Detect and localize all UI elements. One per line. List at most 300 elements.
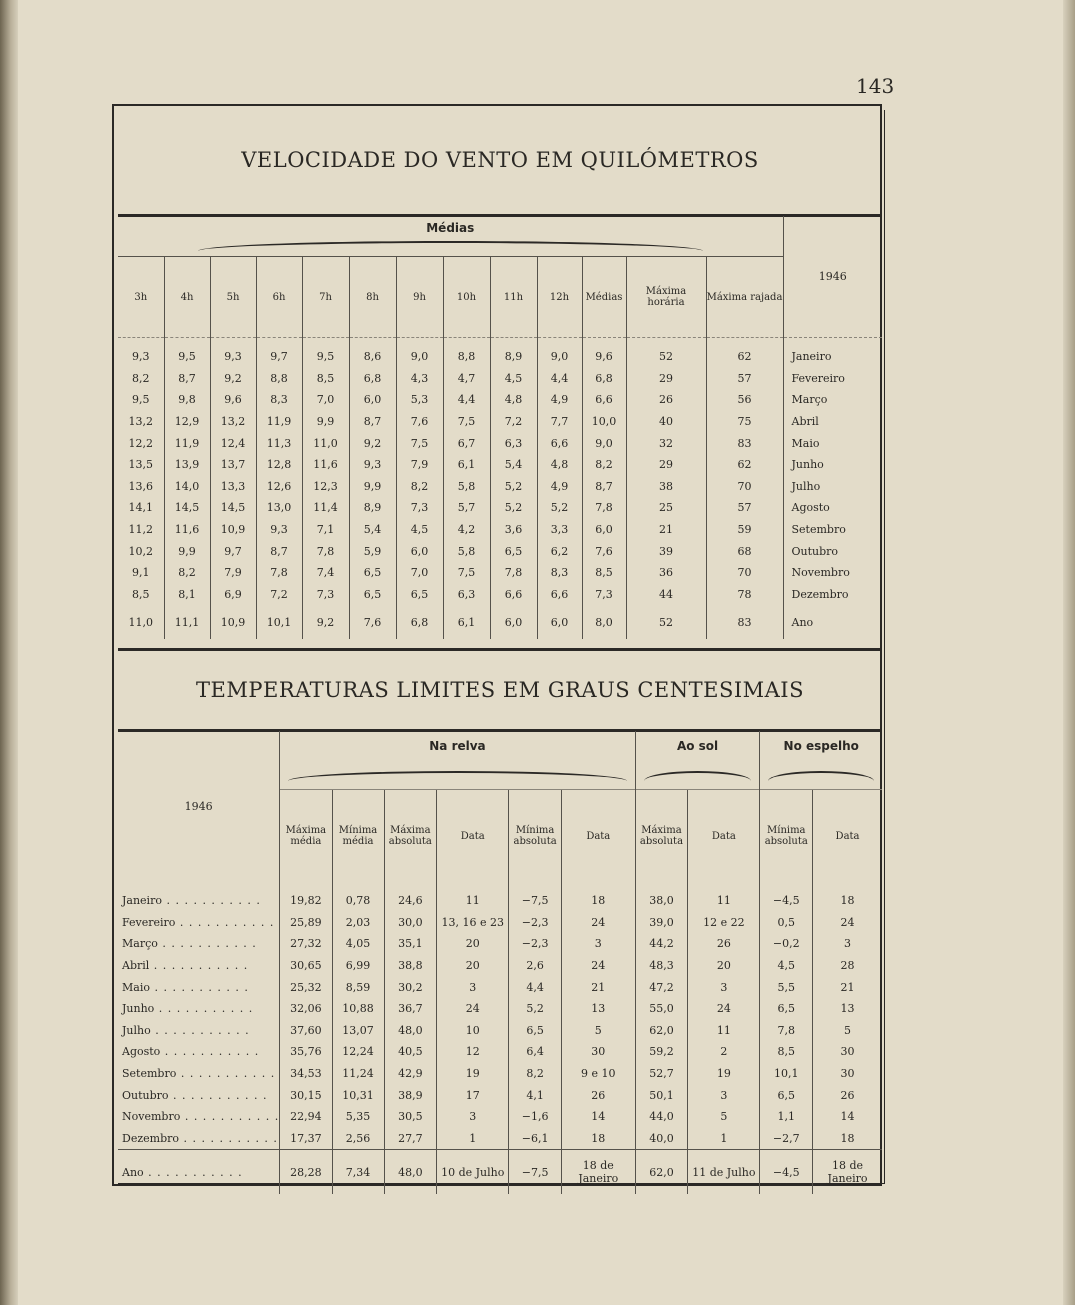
temperature-cell: 3 (561, 933, 635, 955)
wind-row (118, 584, 882, 606)
page-edge (1063, 0, 1075, 1305)
temperature-cell: 6,5 (509, 1020, 562, 1042)
temperature-cell: 30 (813, 1063, 882, 1085)
wind-cell: 8,8 (256, 368, 302, 390)
wind-cell: 57 (706, 497, 783, 519)
wind-cell: 7,6 (396, 411, 443, 433)
wind-cell: 11,1 (164, 605, 210, 639)
temperature-header-gap (332, 882, 384, 890)
temperature-cell: 48,3 (635, 955, 688, 977)
wind-cell: 7,6 (582, 540, 626, 562)
temperature-row (118, 912, 882, 934)
wind-cell: 21 (626, 519, 706, 541)
wind-header-gap (164, 338, 210, 347)
temperature-header-gap (635, 882, 688, 890)
temperature-cell: 25,89 (280, 912, 332, 934)
temperature-cell: 24 (561, 955, 635, 977)
wind-cell: 14,0 (164, 476, 210, 498)
temperature-cell: 24 (688, 998, 760, 1020)
temperature-cell: 3 (437, 976, 509, 998)
temperature-cell: 6,5 (760, 998, 813, 1020)
temperature-row (118, 890, 882, 912)
wind-cell: 8,9 (349, 497, 396, 519)
temperature-year-header: 1946 (184, 800, 213, 813)
wind-cell: 9,9 (164, 540, 210, 562)
temperature-month-label: Outubro . . . (118, 1084, 280, 1106)
temperature-cell: 62,0 (635, 1020, 688, 1042)
wind-cell: 9,1 (132, 566, 150, 580)
group-no-espelho (760, 731, 882, 790)
wind-column-header: 10h (443, 257, 490, 338)
temperature-cell: 59,2 (635, 1041, 688, 1063)
temperature-cell: 9 e 10 (561, 1063, 635, 1085)
wind-cell: 7,3 (302, 584, 349, 606)
wind-cell: 70 (706, 476, 783, 498)
temperature-cell: 30,0 (384, 912, 437, 934)
temperature-cell: 42,9 (384, 1063, 437, 1085)
temperature-cell: 18 (561, 890, 635, 912)
temperature-row (118, 1106, 882, 1128)
wind-year-header: 1946 (783, 216, 882, 338)
wind-header-gap (118, 338, 164, 347)
wind-row (118, 346, 882, 368)
wind-header-gap (626, 338, 706, 347)
temperature-cell: 40,0 (635, 1128, 688, 1150)
wind-cell: 7,3 (396, 497, 443, 519)
temperature-cell: 24 (437, 998, 509, 1020)
wind-cell: 6,2 (537, 540, 582, 562)
wind-cell: 7,5 (396, 432, 443, 454)
wind-cell: 39 (626, 540, 706, 562)
temperature-cell: −2,3 (509, 912, 562, 934)
wind-month-label: Maio (783, 432, 882, 454)
wind-cell: 12,2 (128, 436, 153, 450)
temperature-title: TEMPERATURAS LIMITES EM GRAUS CENTESIMAIS (196, 678, 804, 702)
wind-cell: 4,7 (443, 368, 490, 390)
temperature-cell: 1,1 (760, 1106, 813, 1128)
wind-cell: 6,0 (537, 605, 582, 639)
wind-cell: 44 (626, 584, 706, 606)
wind-cell: 5,4 (349, 519, 396, 541)
wind-cell: 4,5 (396, 519, 443, 541)
wind-cell: 4,8 (490, 389, 537, 411)
temperature-cell: 21 (813, 976, 882, 998)
wind-cell: 52 (626, 605, 706, 639)
wind-annual-row (118, 605, 882, 639)
wind-cell: 6,8 (349, 368, 396, 390)
wind-group-label: Médias (426, 221, 475, 235)
wind-cell: 12,9 (164, 411, 210, 433)
wind-cell: 83 (706, 432, 783, 454)
wind-cell: 8,0 (582, 605, 626, 639)
wind-cell: 59 (706, 519, 783, 541)
wind-cell: 9,2 (210, 368, 256, 390)
wind-cell: 6,7 (443, 432, 490, 454)
temperature-cell: 38,9 (384, 1084, 437, 1106)
temperature-cell: 27,32 (280, 933, 332, 955)
temperature-cell: 44,0 (635, 1106, 688, 1128)
na-relva-brace (288, 771, 626, 781)
group-na-relva-label: Na relva (429, 739, 486, 753)
temperature-table (118, 731, 882, 1194)
temperature-column-header: Mínima absoluta (760, 790, 813, 883)
temperature-cell: 11,24 (332, 1063, 384, 1085)
wind-cell: 83 (706, 605, 783, 639)
temperature-cell: 6,99 (332, 955, 384, 977)
wind-cell: 75 (706, 411, 783, 433)
wind-group-header (118, 216, 783, 257)
wind-cell: 9,6 (582, 346, 626, 368)
wind-cell: 12,6 (256, 476, 302, 498)
temperature-header-gap (118, 882, 280, 890)
wind-row (118, 432, 882, 454)
wind-cell: 7,9 (210, 562, 256, 584)
wind-cell: 8,5 (302, 368, 349, 390)
wind-cell: 6,6 (537, 584, 582, 606)
wind-cell: 8,3 (537, 562, 582, 584)
group-ao-sol (635, 731, 760, 790)
wind-cell: 10,2 (128, 544, 153, 558)
temperature-cell: 35,1 (384, 933, 437, 955)
temperature-cell: 17 (437, 1084, 509, 1106)
wind-cell: 6,6 (582, 389, 626, 411)
wind-row (118, 368, 882, 390)
wind-column-header: Máxima horária (626, 257, 706, 338)
temperature-cell: 34,53 (280, 1063, 332, 1085)
wind-cell: 9,0 (582, 432, 626, 454)
wind-cell: 5,2 (490, 497, 537, 519)
temperature-row (118, 1084, 882, 1106)
wind-cell: 9,0 (396, 346, 443, 368)
temperature-cell: 5 (688, 1106, 760, 1128)
temperature-cell: 4,4 (509, 976, 562, 998)
wind-cell: 9,3 (256, 519, 302, 541)
temperature-cell: 2 (688, 1041, 760, 1063)
wind-cell: 6,8 (396, 605, 443, 639)
temperature-cell: 36,7 (384, 998, 437, 1020)
temperature-cell: 4,1 (509, 1084, 562, 1106)
wind-cell: 13,7 (210, 454, 256, 476)
wind-header-gap (443, 338, 490, 347)
temperature-cell: 5,2 (509, 998, 562, 1020)
temperature-row (118, 1020, 882, 1042)
temperature-cell: 18 (813, 890, 882, 912)
wind-month-label: Novembro (783, 562, 882, 584)
temperature-column-header: Máxima média (280, 790, 332, 883)
temperature-cell: 11 (688, 890, 760, 912)
wind-header-gap (783, 338, 882, 347)
temperature-cell: 30 (561, 1041, 635, 1063)
group-na-relva (280, 731, 635, 790)
wind-cell: 8,9 (490, 346, 537, 368)
wind-cell: 8,2 (132, 371, 150, 385)
temperature-cell: 3 (688, 1084, 760, 1106)
wind-cell: 5,8 (443, 540, 490, 562)
temperature-month-label: Agosto . . . (118, 1041, 280, 1063)
wind-cell: 6,5 (349, 562, 396, 584)
temperature-cell: 3 (688, 976, 760, 998)
wind-row (118, 562, 882, 584)
wind-cell: 7,8 (490, 562, 537, 584)
wind-cell: 6,6 (537, 432, 582, 454)
temperature-row (118, 933, 882, 955)
temperature-cell: 39,0 (635, 912, 688, 934)
temperature-cell: −2,3 (509, 933, 562, 955)
temperature-cell: 30,65 (280, 955, 332, 977)
temperature-cell: 18 de Janeiro (813, 1150, 882, 1195)
wind-cell: 6,3 (443, 584, 490, 606)
temperature-cell: 27,7 (384, 1128, 437, 1150)
temperature-header-gap (561, 882, 635, 890)
wind-cell: 8,2 (582, 454, 626, 476)
temperature-cell: 26 (561, 1084, 635, 1106)
wind-header-gap (582, 338, 626, 347)
wind-cell: 10,0 (582, 411, 626, 433)
wind-cell: 62 (706, 454, 783, 476)
wind-cell: 32 (626, 432, 706, 454)
temperature-cell: 6,5 (760, 1084, 813, 1106)
wind-cell: 78 (706, 584, 783, 606)
wind-header-gap (302, 338, 349, 347)
wind-cell: 9,9 (302, 411, 349, 433)
temperature-cell: 26 (688, 933, 760, 955)
wind-cell: 40 (626, 411, 706, 433)
wind-cell: 10,1 (256, 605, 302, 639)
temperature-header-gap (688, 882, 760, 890)
temperature-cell: 20 (437, 933, 509, 955)
wind-cell: 9,5 (132, 393, 150, 407)
temperature-cell: 50,1 (635, 1084, 688, 1106)
wind-cell: 5,4 (490, 454, 537, 476)
temperature-cell: 26 (813, 1084, 882, 1106)
temperature-cell: 0,78 (332, 890, 384, 912)
temperature-cell: 0,5 (760, 912, 813, 934)
wind-row (118, 389, 882, 411)
temperature-cell: 37,60 (280, 1020, 332, 1042)
wind-cell: 7,8 (582, 497, 626, 519)
wind-row (118, 497, 882, 519)
wind-cell: 13,9 (164, 454, 210, 476)
temperature-cell: 13, 16 e 23 (437, 912, 509, 934)
wind-month-label: Fevereiro (783, 368, 882, 390)
temperature-cell: 24,6 (384, 890, 437, 912)
wind-cell: 10,9 (210, 605, 256, 639)
temperature-cell: 10,1 (760, 1063, 813, 1085)
wind-cell: 11,6 (164, 519, 210, 541)
wind-header-gap (349, 338, 396, 347)
temperature-cell: 13 (561, 998, 635, 1020)
temperature-cell: 12 (437, 1041, 509, 1063)
wind-column-header: 12h (537, 257, 582, 338)
temperature-cell: −1,6 (509, 1106, 562, 1128)
wind-cell: 26 (626, 389, 706, 411)
wind-cell: 7,2 (490, 411, 537, 433)
wind-cell: 4,4 (443, 389, 490, 411)
wind-cell: 9,0 (537, 346, 582, 368)
temperature-cell: 20 (437, 955, 509, 977)
wind-cell: 14,1 (128, 501, 153, 515)
temperature-cell: 30,15 (280, 1084, 332, 1106)
wind-cell: 13,5 (128, 458, 153, 472)
temperature-cell: 19 (437, 1063, 509, 1085)
wind-cell: 62 (706, 346, 783, 368)
temperature-cell: 2,6 (509, 955, 562, 977)
temperature-cell: 11 de Julho (688, 1150, 760, 1195)
temperature-cell: 3 (437, 1106, 509, 1128)
temperature-cell: 17,37 (280, 1128, 332, 1150)
wind-cell: 12,8 (256, 454, 302, 476)
temperature-cell: 55,0 (635, 998, 688, 1020)
temperature-column-header: Data (813, 790, 882, 883)
wind-row (118, 454, 882, 476)
temperature-cell: 8,2 (509, 1063, 562, 1085)
wind-cell: 6,9 (210, 584, 256, 606)
temperature-month-label: Dezembro . . . (118, 1128, 280, 1150)
wind-cell: 6,8 (582, 368, 626, 390)
temperature-cell: 28,28 (280, 1150, 332, 1195)
wind-cell: 8,3 (256, 389, 302, 411)
temperature-cell: 30,5 (384, 1106, 437, 1128)
wind-cell: 13,0 (256, 497, 302, 519)
wind-cell: 5,9 (349, 540, 396, 562)
wind-cell: 6,0 (349, 389, 396, 411)
temperature-row (118, 1128, 882, 1150)
wind-cell: 11,0 (302, 432, 349, 454)
temperature-cell: 10 de Julho (437, 1150, 509, 1195)
temperature-cell: −4,5 (760, 1150, 813, 1195)
wind-column-header: 6h (256, 257, 302, 338)
temperature-cell: 1 (437, 1128, 509, 1150)
temperature-month-label: Março . . . (118, 933, 280, 955)
wind-cell: 12,3 (302, 476, 349, 498)
wind-cell: 9,3 (349, 454, 396, 476)
temperature-cell: 5,5 (760, 976, 813, 998)
temperature-cell: 4,05 (332, 933, 384, 955)
wind-cell: 4,8 (537, 454, 582, 476)
wind-column-header: 11h (490, 257, 537, 338)
temperature-cell: 8,59 (332, 976, 384, 998)
wind-cell: 13,6 (128, 479, 153, 493)
temperature-header-gap (280, 882, 332, 890)
temperature-cell: 10 (437, 1020, 509, 1042)
wind-cell: 7,9 (396, 454, 443, 476)
wind-cell: 7,6 (349, 605, 396, 639)
wind-column-header: Máxima rajada (706, 257, 783, 338)
temperature-cell: 35,76 (280, 1041, 332, 1063)
temperature-column-header: Máxima absoluta (635, 790, 688, 883)
wind-cell: 4,9 (537, 389, 582, 411)
temperature-month-label: Setembro . . . (118, 1063, 280, 1085)
temperature-cell: 38,8 (384, 955, 437, 977)
wind-month-label: Julho (783, 476, 882, 498)
wind-cell: 7,7 (537, 411, 582, 433)
wind-cell: 7,4 (302, 562, 349, 584)
wind-cell: 11,9 (164, 432, 210, 454)
wind-cell: 13,2 (210, 411, 256, 433)
page-binding-shadow (0, 0, 18, 1305)
temperature-header-gap (509, 882, 562, 890)
temperature-cell: 40,5 (384, 1041, 437, 1063)
wind-cell: 13,3 (210, 476, 256, 498)
wind-cell: 7,1 (302, 519, 349, 541)
wind-cell: 9,8 (164, 389, 210, 411)
wind-cell: 11,6 (302, 454, 349, 476)
temperature-cell: 6,4 (509, 1041, 562, 1063)
wind-cell: 5,2 (537, 497, 582, 519)
temperature-month-label: Fevereiro . . . (118, 912, 280, 934)
temperature-cell: 7,8 (760, 1020, 813, 1042)
wind-month-label: Setembro (783, 519, 882, 541)
wind-cell: 7,2 (256, 584, 302, 606)
wind-row (118, 476, 882, 498)
wind-cell: 8,7 (164, 368, 210, 390)
temperature-cell: 48,0 (384, 1020, 437, 1042)
temperature-month-label: Janeiro . . . (118, 890, 280, 912)
wind-cell: 8,7 (582, 476, 626, 498)
group-ao-sol-label: Ao sol (676, 739, 719, 753)
temperature-cell: 11 (688, 1020, 760, 1042)
wind-cell: 4,4 (537, 368, 582, 390)
wind-cell: 9,7 (210, 540, 256, 562)
wind-column-header: Médias (582, 257, 626, 338)
temperature-column-header: Mínima absoluta (509, 790, 562, 883)
temperature-cell: 28 (813, 955, 882, 977)
temperature-month-label: Junho . . . (118, 998, 280, 1020)
wind-cell: 68 (706, 540, 783, 562)
wind-cell: 14,5 (164, 497, 210, 519)
wind-month-label: Janeiro (783, 346, 882, 368)
wind-cell: 10,9 (210, 519, 256, 541)
temperature-cell: 19 (688, 1063, 760, 1085)
group-no-espelho-label: No espelho (783, 739, 859, 753)
wind-brace (198, 241, 703, 251)
temperature-month-label: Novembro . . . (118, 1106, 280, 1128)
wind-bottom-rule (118, 648, 882, 651)
wind-header-gap (706, 338, 783, 347)
wind-month-label: Ano (783, 605, 882, 639)
temperature-cell: 38,0 (635, 890, 688, 912)
wind-cell: 4,2 (443, 519, 490, 541)
no-espelho-brace (768, 771, 874, 781)
temperature-cell: 20 (688, 955, 760, 977)
wind-row (118, 519, 882, 541)
wind-cell: 56 (706, 389, 783, 411)
wind-header-gap (490, 338, 537, 347)
temperature-cell: 14 (813, 1106, 882, 1128)
temperature-row (118, 976, 882, 998)
wind-cell: 38 (626, 476, 706, 498)
wind-cell: 6,1 (443, 605, 490, 639)
wind-month-label: Junho (783, 454, 882, 476)
wind-cell: 8,5 (132, 587, 150, 601)
wind-header-gap (396, 338, 443, 347)
temperature-cell: 24 (813, 912, 882, 934)
temperature-cell: 47,2 (635, 976, 688, 998)
wind-cell: 9,9 (349, 476, 396, 498)
wind-cell: 5,2 (490, 476, 537, 498)
wind-cell: 9,2 (349, 432, 396, 454)
wind-cell: 5,3 (396, 389, 443, 411)
wind-month-label: Abril (783, 411, 882, 433)
temperature-column-header: Mínima média (332, 790, 384, 883)
temperature-cell: −0,2 (760, 933, 813, 955)
temperature-cell: −2,7 (760, 1128, 813, 1150)
wind-cell: 6,3 (490, 432, 537, 454)
temperature-cell: 4,5 (760, 955, 813, 977)
wind-column-header: 8h (349, 257, 396, 338)
wind-cell: 52 (626, 346, 706, 368)
wind-cell: 9,3 (210, 346, 256, 368)
